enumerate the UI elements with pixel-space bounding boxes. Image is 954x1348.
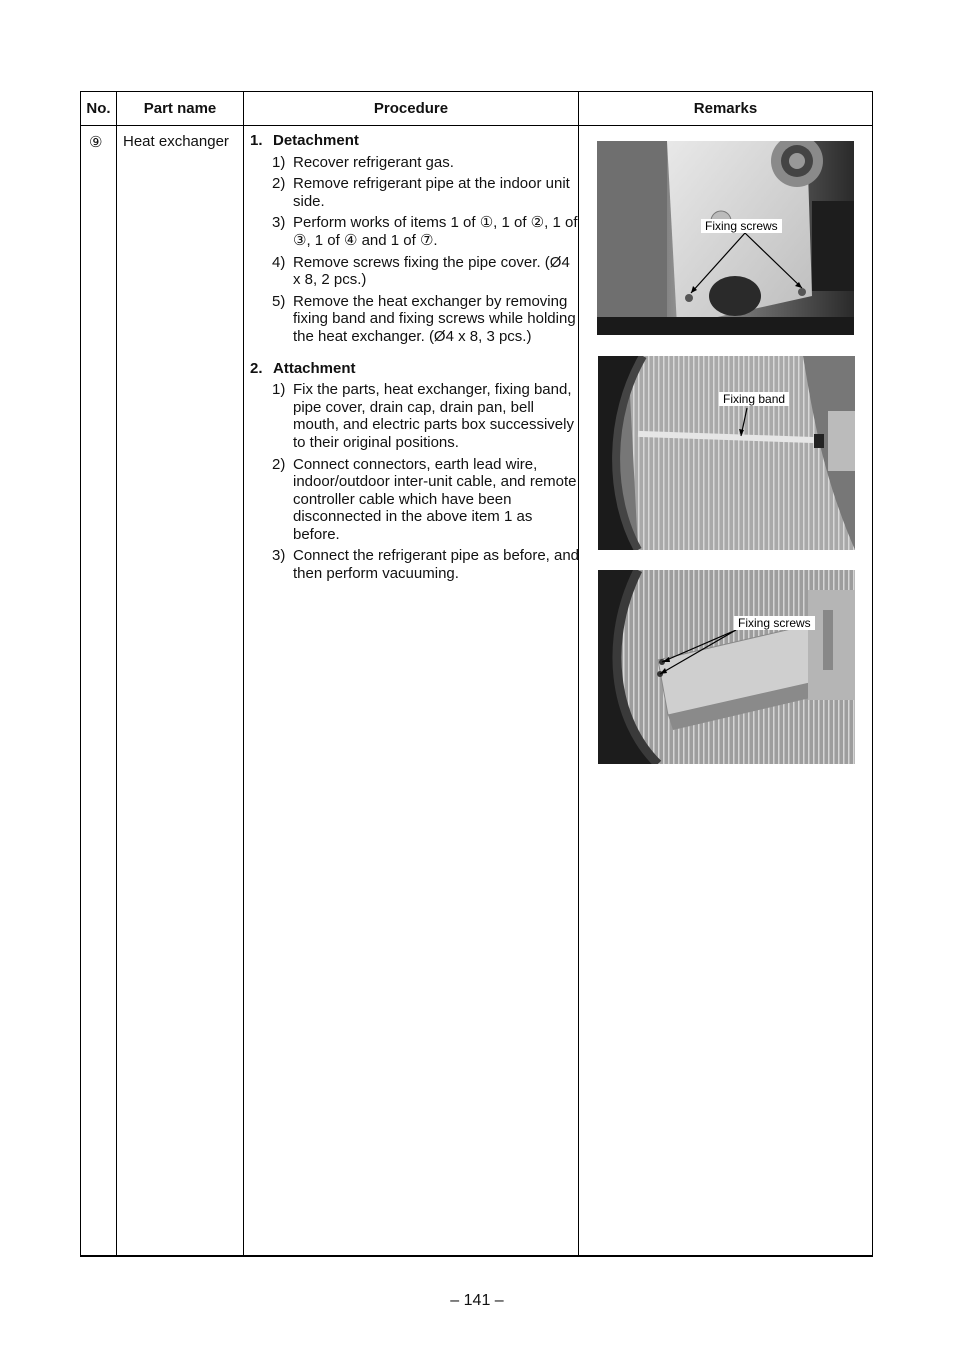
step-text: Remove the heat exchanger by removing fixing band and fixing screws while holding the heat exchanger. (Ø4 x 8, 3 pcs.) [293,292,576,345]
step-text: Perform works of items 1 of ①, 1 of ②, 1 of ③, 1 of ④ and 1 of ⑦. [293,214,578,249]
step-item [250,381,580,451]
step-text: Recover refrigerant gas. [293,153,454,171]
step-item [250,293,580,346]
photo3-callout: Fixing screws [734,616,815,630]
header-part-name: Part name [143,100,217,117]
item-number: ⑨ [89,134,103,151]
header-no: No. [86,100,111,117]
photo-pipe-cover-image [597,141,854,335]
photo1-callout: Fixing screws [701,219,782,233]
photo-fixing-screws [598,570,855,764]
step-number: 4) [272,253,286,271]
step-text: Remove refrigerant pipe at the indoor unit side. [293,175,570,210]
step-number: 1) [272,153,286,171]
photo-pipe-cover [597,141,854,335]
detachment-title: Detachment [273,132,359,149]
step-text: Connect connectors, earth lead wire, indoor/outdoor inter-unit cable, and remote controller cable which have been disconnected in the above item 1 as before. [293,455,577,543]
bottom-rule [80,1255,873,1257]
detachment-heading [250,132,580,150]
step-item [250,154,580,172]
step-number: 2) [272,175,286,193]
step-number: 1) [272,381,286,399]
header-remarks: Remarks [693,100,758,117]
step-text: Connect the refrigerant pipe as before, and then perform vacuuming. [293,547,580,583]
column-divider [116,92,117,1255]
page-number: – 141 – [450,1292,504,1309]
step-text: Remove screws fixing the pipe cover. (Ø4 x 8, 2 pcs.) [293,253,570,289]
step-item [250,254,580,289]
procedure-table [80,91,873,1256]
photo-fixing-band-image [598,356,855,550]
step-number: 2) [272,455,286,473]
attachment-heading [250,360,580,378]
attachment-number: 2. [250,359,263,377]
step-number: 5) [272,292,286,310]
step-item [250,456,580,544]
detachment-number: 1. [250,132,263,149]
attachment-title: Attachment [273,359,356,377]
photo-fixing-band [598,356,855,550]
header-procedure: Procedure [373,100,449,117]
part-name: Heat exchanger [123,133,229,150]
procedure-cell [250,132,580,587]
detachment-steps [250,154,580,346]
photo2-callout: Fixing band [719,392,789,406]
step-item [250,214,580,249]
step-text: Fix the parts, heat exchanger, fixing band, pipe cover, drain cap, drain pan, bell mouth, and electric parts box successively to their original positions. [293,381,574,451]
column-divider [243,92,244,1255]
step-item [250,547,580,582]
attachment-steps [250,381,580,583]
step-item [250,175,580,210]
photo-fixing-screws-image [598,570,855,764]
step-number: 3) [272,214,286,232]
step-number: 3) [272,547,286,565]
header-divider [81,125,872,126]
